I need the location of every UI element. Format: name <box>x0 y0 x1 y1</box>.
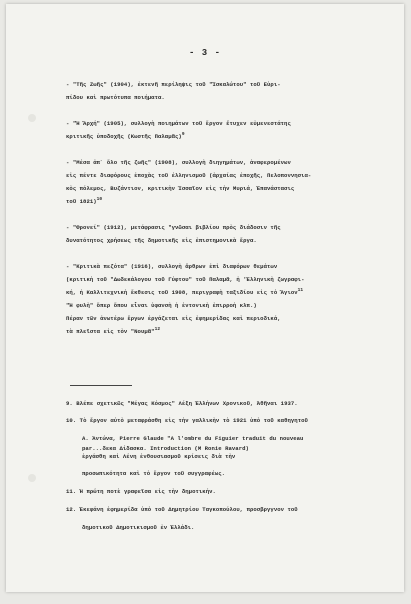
body-line: κὸς πόλεμος, Βυζάντιον, κριτικὴν Ἰσσαῖον εἰς τὴν Μυριά, Ἐπανάστασις <box>66 185 295 192</box>
page-number: - 3 - <box>188 48 221 58</box>
body-line: δυνατότητος χρήσεως τῆς δημοτικῆς εἰς ἐπιστημονικὰ ἔργα. <box>66 237 257 244</box>
body-line: Πέραν τῶν ἀνωτέρω ἔργων ἐργάζεται εἰς ἐφημερίδας καὶ περιοδικά, <box>66 315 281 322</box>
body-line: (κριτικὴ τοῦ "Δωδεκάλογου τοῦ Γύφτου" τοῦ Παλαμᾶ, ἡ 'Ἑλληνικὴ ζωγραφι- <box>66 276 305 283</box>
footnote-10-cont: par...δεκα Δίδασκα. Introduction (M Ronie Ravard) <box>82 445 249 452</box>
body-line: πίδου καὶ πρωτότυπα ποιήματα. <box>66 94 165 101</box>
footnote-10-cont: Α. Ἀντώνα, Pierre Glaude "A l'ombre du Figuier traduit du nouveau <box>82 435 304 442</box>
body-line: κριτικῆς ὑποδοχῆς (Κωστῆς Παλαμᾶς)$^9$ <box>66 132 185 140</box>
punch-hole-mark <box>28 114 36 122</box>
body-line: κή, ἡ Καλλιτεχνικὴ ἔκθεσις τοῦ 1908, περιγραφὴ ταξιδίου εἰς τὸ Ἄγιον$^{11}$ <box>66 288 304 296</box>
footnote-12: 12. Ἐκεφάνη ἐφημερίδα ὑπὸ τοῦ Δημητρίου Ταγκοπούλου, προσβργγνον τοῦ <box>66 506 298 513</box>
punch-hole-mark <box>28 474 36 482</box>
footnote-separator <box>70 385 132 386</box>
body-line: τοῦ 1821)$^{10}$ <box>66 197 103 205</box>
footnote-12-cont: δημοτικοῦ Δημοτικισμοῦ ἐν Ἑλλάδι. <box>82 524 195 531</box>
footnote-9: 9. Βλέπε σχετικῶς "Μέγας Κόσμος" Λέξη Ἑλλήνων Χρονικοῦ, Ἀθῆναι 1937. <box>66 400 298 407</box>
body-line: - "Τῆς Ζωῆς" (1904), ἐκτενῆ περίληψις τοῦ "Ἰσκαλώτου" τοῦ Εὐρι- <box>66 81 281 88</box>
body-line: - "Κριτικὰ πεζότα" (1916), συλλογὴ ἄρθρων ἐπὶ διαφόρων θεμάτων <box>66 263 278 270</box>
footnote-ref: 9 <box>181 132 185 137</box>
footnote-10-cont: ἐργάσθη καὶ Λένη ἐνθουσιασμοῦ κρίσεις διὰ τὴν <box>82 453 236 460</box>
body-line: - "Φρονεί" (1912), μετάφρασις "γνῶσαι βιβλίου πρὸς διάδοσιν τῆς <box>66 224 281 231</box>
body-line: εἰς πέντε διαφόρους ἐποχὰς τοῦ ἑλληνισμοῦ (ἀρχαίας ἐποχῆς, Πελοποννησια- <box>66 172 312 179</box>
footnote-ref: 10 <box>96 197 103 202</box>
footnote-ref: 11 <box>297 288 304 293</box>
footnote-ref: 12 <box>154 327 161 332</box>
footnote-10-cont: προσωπικότητα καὶ τὸ ἔργον τοῦ συγγραφέως. <box>82 470 226 477</box>
footnote-11: 11. Ἡ πρώτη ποτὲ γραφεῖσα εἰς τὴν δημοτικήν. <box>66 488 216 495</box>
body-line: τὰ πλεῖστα εἰς τὸν "Νουμᾶ"$^{12}$ <box>66 327 161 335</box>
body-line: - "Μέσα ἀπ᾿ ὅλο τῆς ζωῆς" (1908), συλλογὴ διηγημάτων, ἀναφερομένων <box>66 159 291 166</box>
body-line: "Ἡ φυλὴ" ὅπερ ὅπου εἶναι ὑφανσὴ ἡ ἐντονικὴ ἐπιρροὴ κλπ.) <box>66 302 257 309</box>
document-page <box>6 4 404 592</box>
body-line: - "Ἡ Ἄρχή" (1905), συλλογὴ ποιημάτων τοῦ ἔργον ἔτυχεν εὐμενεστάτης <box>66 120 291 127</box>
footnote-10: 10. Τὸ ἔργον αὐτὸ μεταφράσθη εἰς τὴν γαλλικὴν τὸ 1921 ὑπὸ τοῦ καθηγητοῦ <box>66 417 308 424</box>
